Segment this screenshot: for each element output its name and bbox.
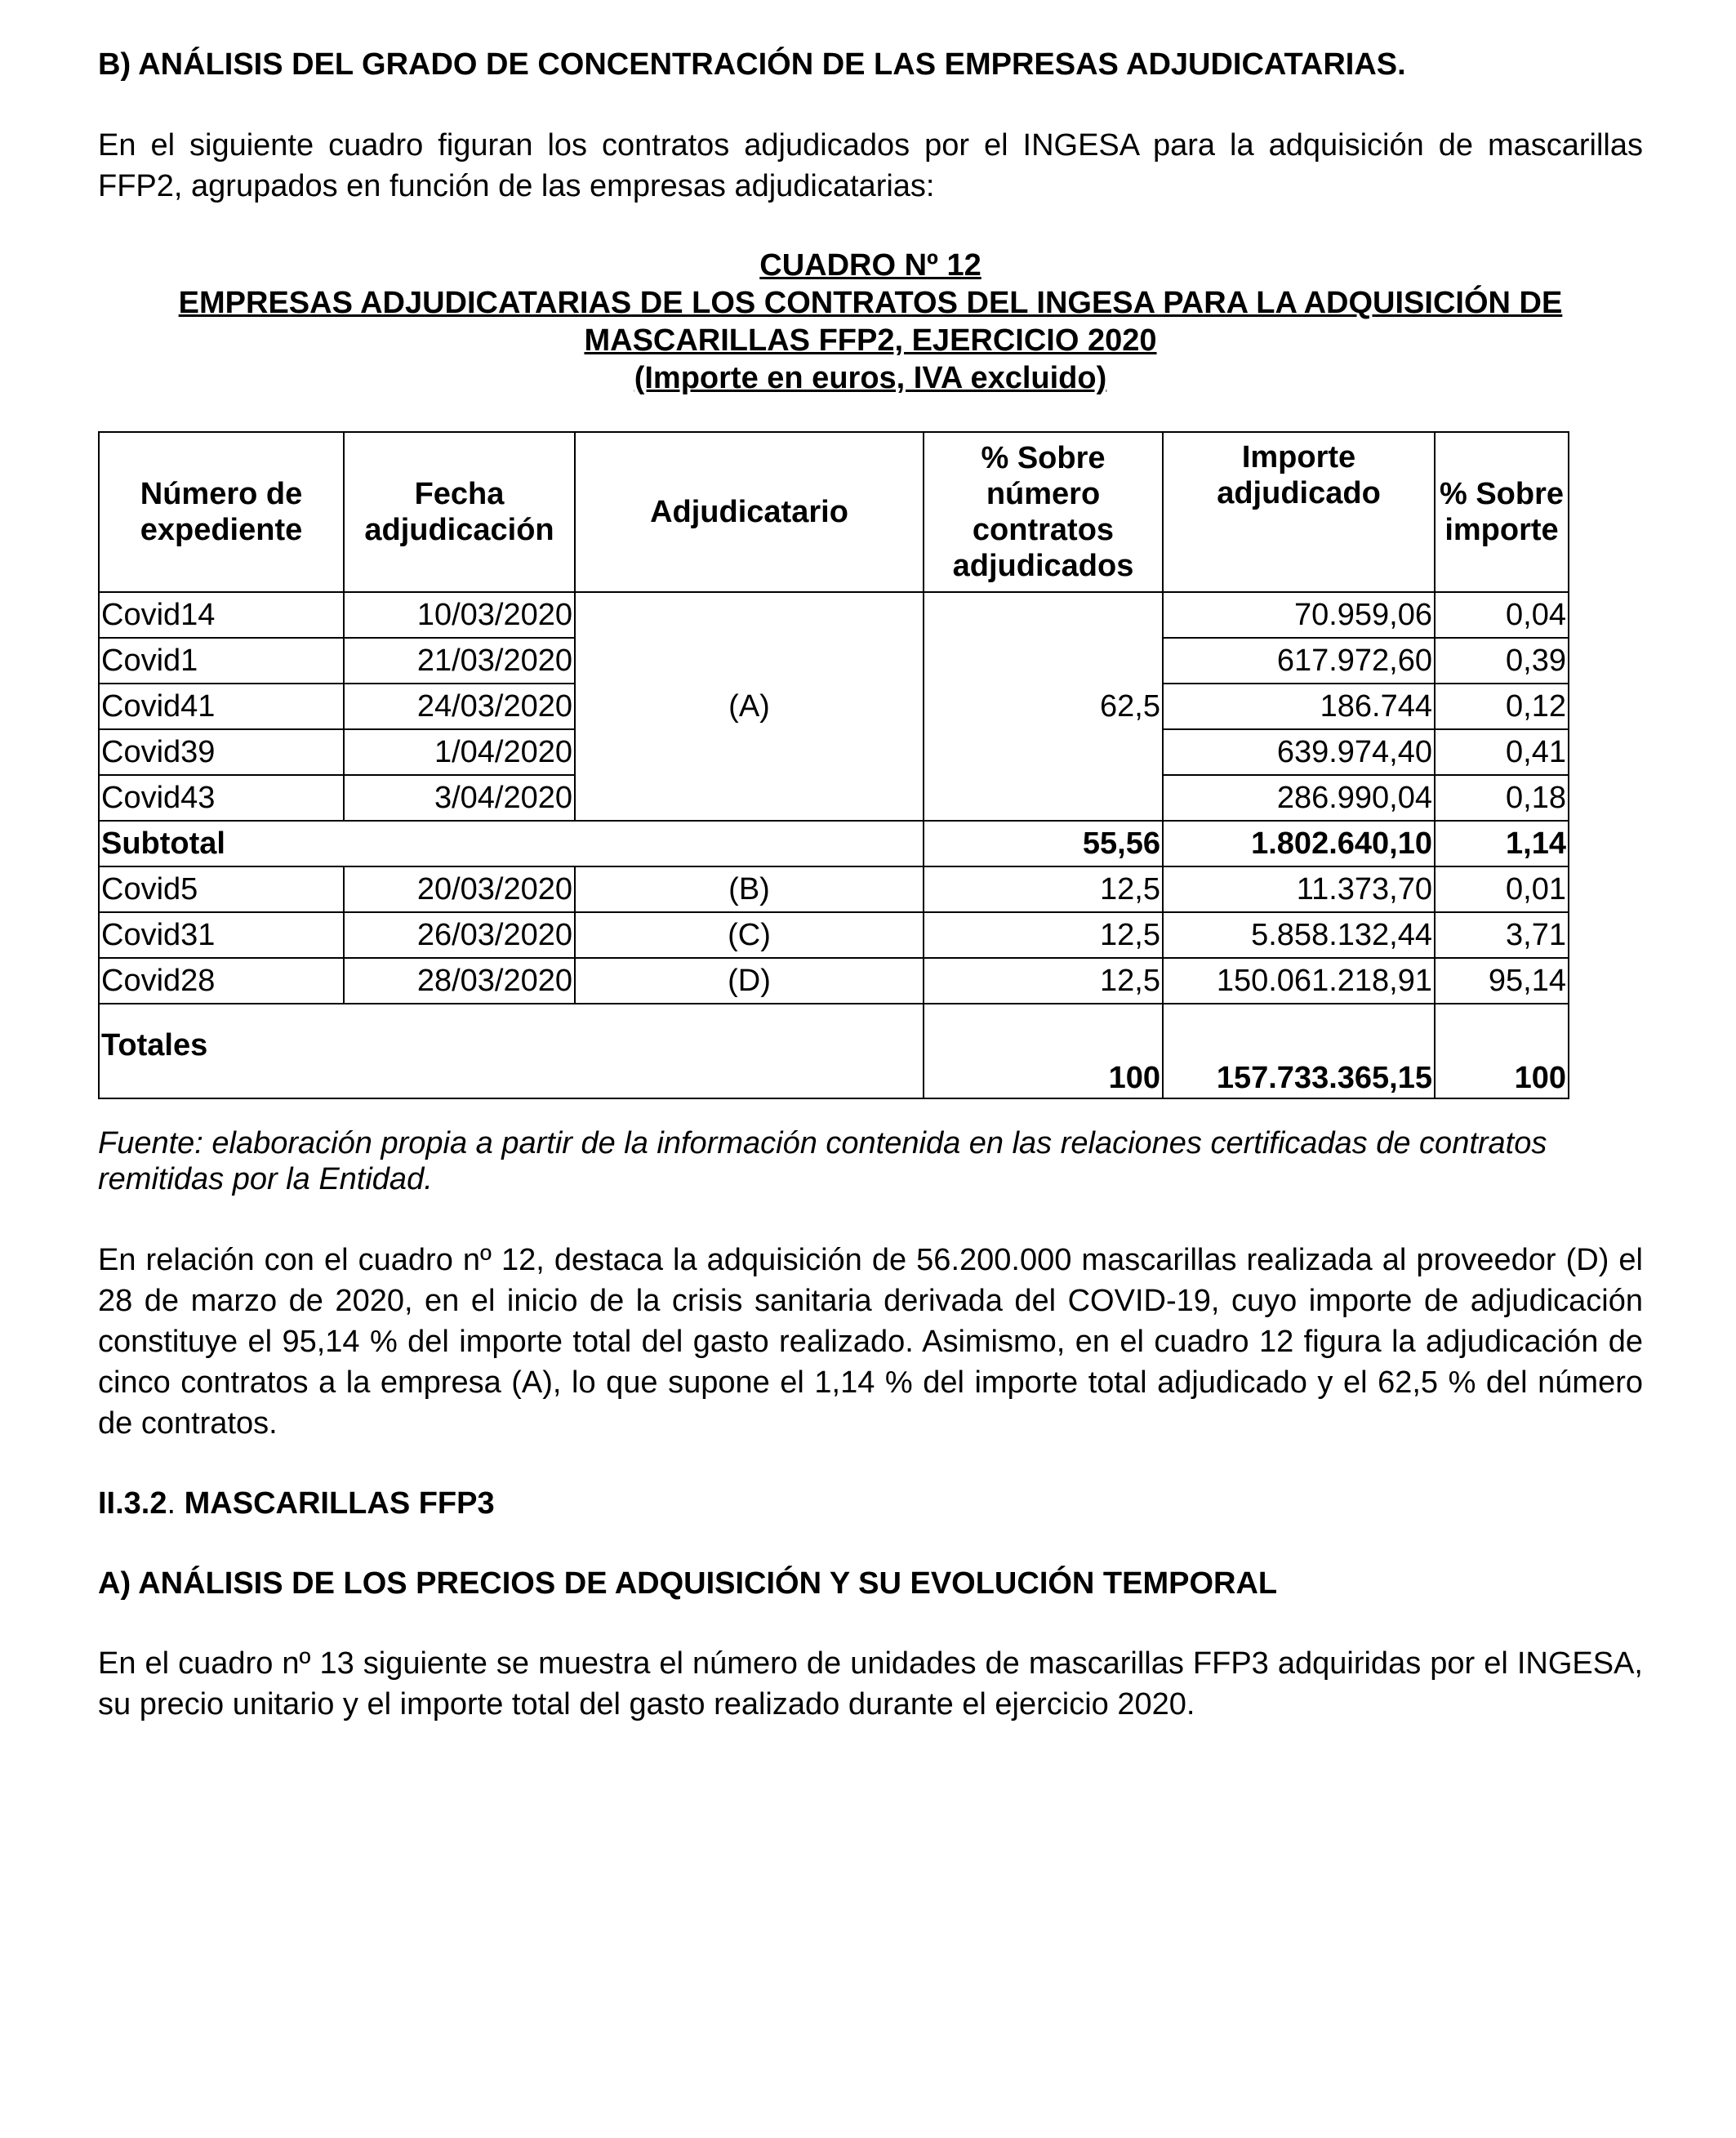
subtotal-label: Subtotal	[99, 821, 924, 866]
cell-fecha: 24/03/2020	[344, 684, 575, 729]
cell-importe: 639.974,40	[1163, 729, 1435, 775]
totals-importe: 157.733.365,15	[1163, 1004, 1435, 1098]
table-header-row	[99, 432, 1569, 592]
header-pct-numero: % Sobre número contratos adjudicados	[924, 432, 1163, 592]
cell-pct-numero: 12,5	[924, 958, 1163, 1004]
table-row	[99, 592, 1569, 638]
subtotal-importe: 1.802.640,10	[1163, 821, 1435, 866]
totals-row	[99, 1004, 1569, 1098]
cell-adjudicatario: (A)	[575, 592, 924, 821]
intro-paragraph: En el siguiente cuadro figuran los contratos adjudicados por el INGESA para la adquisición de mascarillas FFP2, agrupados en función de las empresas adjudicatarias:	[98, 128, 1643, 203]
cell-expediente: Covid1	[99, 638, 344, 684]
cell-adjudicatario: (C)	[575, 912, 924, 958]
cell-importe: 617.972,60	[1163, 638, 1435, 684]
cell-expediente: Covid41	[99, 684, 344, 729]
cell-expediente: Covid43	[99, 775, 344, 821]
analysis-paragraph: En relación con el cuadro nº 12, destaca la adquisición de 56.200.000 mascarillas realizada al proveedor (D) el 28 de marzo de 2020, en el inicio de la crisis sanitaria derivada del COVID-19, cuyo importe de adjudicación constituye el 95,14 % del importe total del gasto realizado. Asimismo, en el cuadro 12 figura la adjudicación de cinco contratos a la empresa (A), lo que supone el 1,14 % del importe total adjudicado y el 62,5 % del número de contratos.	[98, 1243, 1643, 1441]
cell-importe: 70.959,06	[1163, 592, 1435, 638]
section-a-heading: A) ANÁLISIS DE LOS PRECIOS DE ADQUISICIÓN Y SU EVOLUCIÓN TEMPORAL	[98, 1566, 1278, 1601]
cell-adjudicatario: (B)	[575, 866, 924, 912]
cell-expediente: Covid14	[99, 592, 344, 638]
source-note: Fuente: elaboración propia a partir de la información contenida en las relaciones certificadas de contratos remitidas por la Entidad.	[98, 1126, 1547, 1196]
contracts-table	[98, 431, 1569, 1099]
totals-pct-importe: 100	[1435, 1004, 1569, 1098]
cell-pct-numero: 12,5	[924, 912, 1163, 958]
cell-fecha: 26/03/2020	[344, 912, 575, 958]
cell-pct-importe: 0,04	[1435, 592, 1569, 638]
cell-importe: 5.858.132,44	[1163, 912, 1435, 958]
header-fecha: Fecha adjudicación	[344, 432, 575, 592]
table-row	[99, 866, 1569, 912]
cell-importe: 11.373,70	[1163, 866, 1435, 912]
cell-fecha: 21/03/2020	[344, 638, 575, 684]
cell-pct-numero: 62,5	[924, 592, 1163, 821]
totals-pct-numero: 100	[924, 1004, 1163, 1098]
table-title-units: (Importe en euros, IVA excluido)	[634, 361, 1107, 395]
subtotal-pct-numero: 55,56	[924, 821, 1163, 866]
cell-pct-importe: 95,14	[1435, 958, 1569, 1004]
cell-expediente: Covid28	[99, 958, 344, 1004]
cell-fecha: 3/04/2020	[344, 775, 575, 821]
cell-expediente: Covid5	[99, 866, 344, 912]
cell-expediente: Covid39	[99, 729, 344, 775]
cell-pct-importe: 0,39	[1435, 638, 1569, 684]
cell-pct-numero: 12,5	[924, 866, 1163, 912]
header-importe: Importe adjudicado	[1163, 432, 1435, 592]
cell-importe: 286.990,04	[1163, 775, 1435, 821]
cell-fecha: 1/04/2020	[344, 729, 575, 775]
table-title	[98, 247, 1643, 397]
header-pct-importe: % Sobre importe	[1435, 432, 1569, 592]
cell-fecha: 28/03/2020	[344, 958, 575, 1004]
table-title-number: CUADRO Nº 12	[759, 248, 982, 283]
cell-adjudicatario: (D)	[575, 958, 924, 1004]
section-title: . MASCARILLAS FFP3	[167, 1486, 495, 1521]
header-expediente: Número de expediente	[99, 432, 344, 592]
cell-pct-importe: 0,12	[1435, 684, 1569, 729]
cell-importe: 150.061.218,91	[1163, 958, 1435, 1004]
table-title-line: MASCARILLAS FFP2, EJERCICIO 2020	[584, 323, 1157, 358]
cell-importe: 186.744	[1163, 684, 1435, 729]
cell-fecha: 20/03/2020	[344, 866, 575, 912]
section-number: II.3.2	[98, 1486, 167, 1521]
cell-fecha: 10/03/2020	[344, 592, 575, 638]
cell-expediente: Covid31	[99, 912, 344, 958]
subtotal-row	[99, 821, 1569, 866]
section-b-heading: B) ANÁLISIS DEL GRADO DE CONCENTRACIÓN DE LAS EMPRESAS ADJUDICATARIAS.	[98, 47, 1406, 82]
cell-pct-importe: 0,18	[1435, 775, 1569, 821]
cell-pct-importe: 3,71	[1435, 912, 1569, 958]
table-row	[99, 912, 1569, 958]
header-adjudicatario: Adjudicatario	[575, 432, 924, 592]
table-row	[99, 958, 1569, 1004]
cell-pct-importe: 0,41	[1435, 729, 1569, 775]
totals-label: Totales	[99, 1004, 924, 1098]
section-332-heading	[98, 1486, 495, 1521]
cell-pct-importe: 0,01	[1435, 866, 1569, 912]
subtotal-pct-importe: 1,14	[1435, 821, 1569, 866]
table-title-line: EMPRESAS ADJUDICATARIAS DE LOS CONTRATOS DEL INGESA PARA LA ADQUISICIÓN DE	[178, 286, 1563, 320]
closing-paragraph: En el cuadro nº 13 siguiente se muestra el número de unidades de mascarillas FFP3 adquiridas por el INGESA, su precio unitario y el importe total del gasto realizado durante el ejercicio 2020.	[98, 1646, 1643, 1722]
